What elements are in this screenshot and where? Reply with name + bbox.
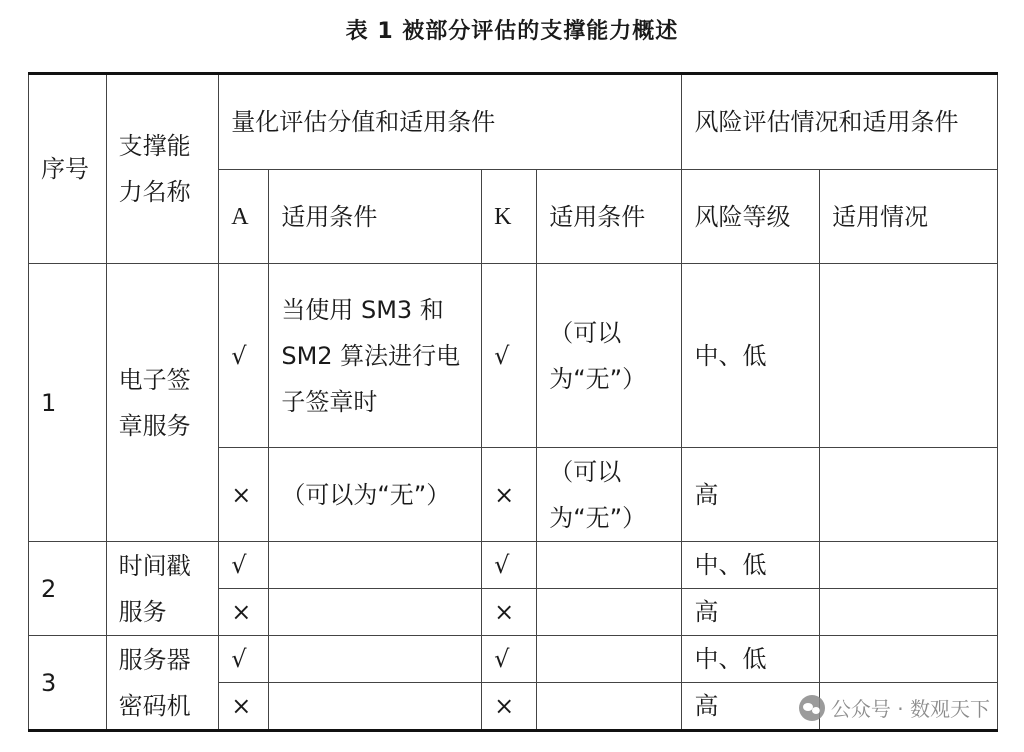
row3a-k: √: [482, 636, 537, 683]
row2a-appl: [820, 542, 998, 589]
row2a-risk: 中、低: [682, 542, 820, 589]
row1b-a: ×: [219, 448, 269, 542]
row2b-k-cond: [537, 589, 682, 636]
row1a-k-cond: （可以为“无”）: [537, 264, 682, 448]
row3b-k-cond: [537, 683, 682, 731]
watermark-text: 公众号 · 数观天下: [830, 697, 990, 721]
table-row: [29, 636, 998, 683]
table-caption: 表 1 被部分评估的支撑能力概述: [345, 19, 679, 44]
row2b-risk: 高: [682, 589, 820, 636]
row3a-k-cond: [537, 636, 682, 683]
row1-seq: 1: [29, 264, 107, 542]
row2b-k: ×: [482, 589, 537, 636]
row2a-a-cond: [269, 542, 482, 589]
row2-name: 时间戳服务: [106, 542, 219, 636]
row1-name: 电子签章服务: [106, 264, 219, 542]
row3-name: 服务器密码机: [106, 636, 219, 731]
row1a-appl: [820, 264, 998, 448]
header-applicability: 适用情况: [820, 170, 998, 264]
header-risk-level: 风险等级: [682, 170, 820, 264]
row3a-risk: 中、低: [682, 636, 820, 683]
row3a-appl: [820, 636, 998, 683]
row2b-a-cond: [269, 589, 482, 636]
wechat-icon: [799, 695, 825, 721]
header-k: K: [482, 170, 537, 264]
row1a-a: √: [219, 264, 269, 448]
row1a-a-cond: 当使用 SM3 和 SM2 算法进行电子签章时: [269, 264, 482, 448]
row2a-k: √: [482, 542, 537, 589]
row1b-k: ×: [482, 448, 537, 542]
header-risk-group: 风险评估情况和适用条件: [682, 74, 998, 170]
table-row: [29, 542, 998, 589]
row2a-k-cond: [537, 542, 682, 589]
row3b-k: ×: [482, 683, 537, 731]
header-seq: 序号: [29, 74, 107, 264]
header-a-cond: 适用条件: [269, 170, 482, 264]
row1b-risk: 高: [682, 448, 820, 542]
header-quant-group: 量化评估分值和适用条件: [219, 74, 682, 170]
header-row-1: [29, 74, 998, 170]
header-k-cond: 适用条件: [537, 170, 682, 264]
row3a-a-cond: [269, 636, 482, 683]
row2b-a: ×: [219, 589, 269, 636]
row1b-appl: [820, 448, 998, 542]
row1b-a-cond: （可以为“无”）: [269, 448, 482, 542]
row3a-a: √: [219, 636, 269, 683]
row3-seq: 3: [29, 636, 107, 731]
row2b-appl: [820, 589, 998, 636]
watermark: [799, 693, 990, 722]
row3b-a-cond: [269, 683, 482, 731]
header-a: A: [219, 170, 269, 264]
row2-seq: 2: [29, 542, 107, 636]
row3b-risk: 高: [682, 683, 820, 731]
header-capability-name: 支撑能力名称: [106, 74, 219, 264]
row1b-k-cond: （可以为“无”）: [537, 448, 682, 542]
row3b-a: ×: [219, 683, 269, 731]
capability-table: [28, 72, 998, 732]
row1a-k: √: [482, 264, 537, 448]
row1a-risk: 中、低: [682, 264, 820, 448]
table-row: [29, 264, 998, 448]
row2a-a: √: [219, 542, 269, 589]
